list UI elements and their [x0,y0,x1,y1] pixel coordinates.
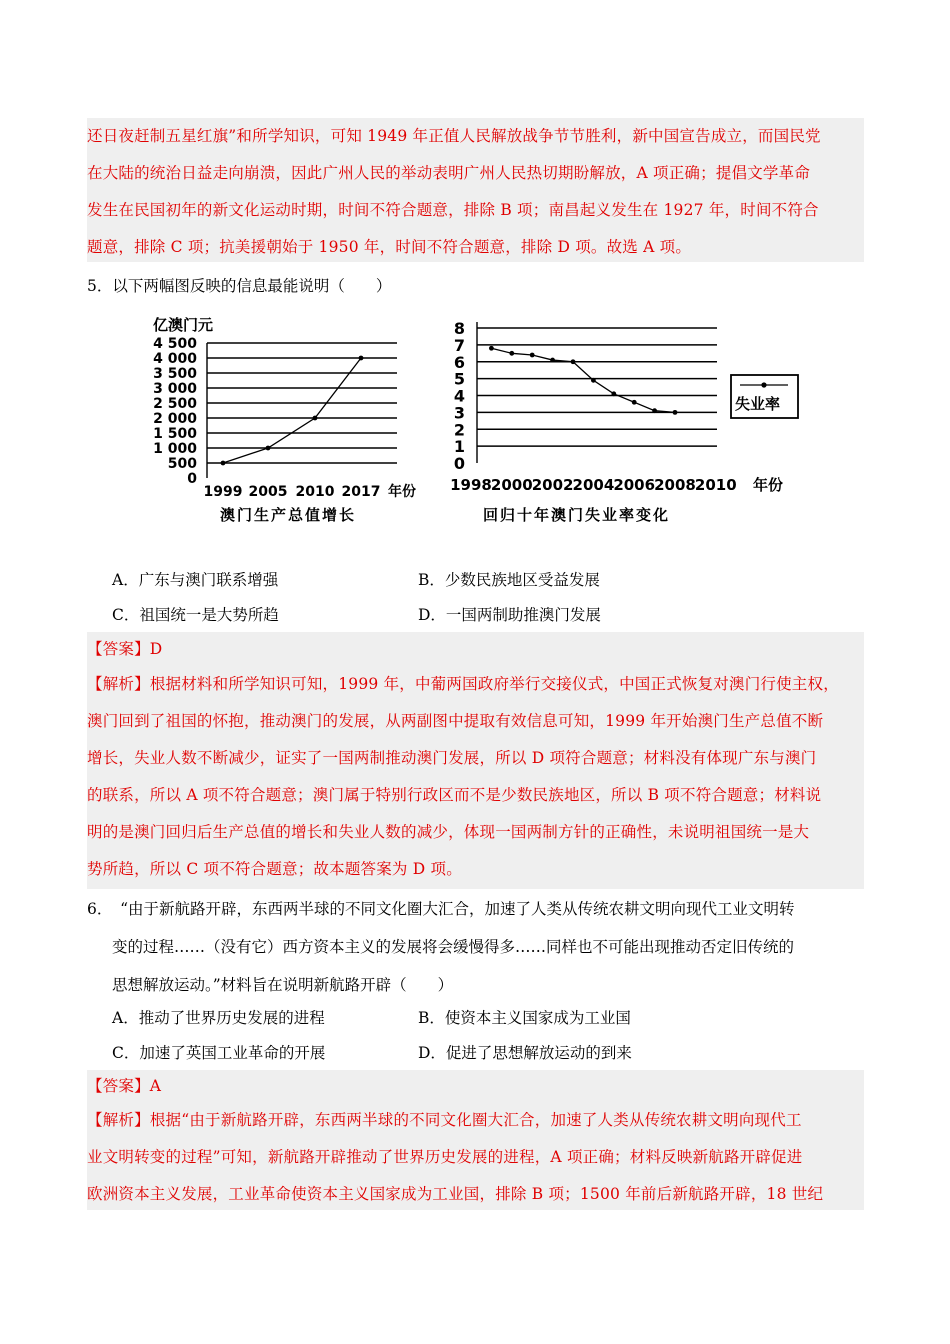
unemployment-ytick-label: 2 [453,420,465,440]
unemployment-data-point [509,351,514,356]
unemployment-ytick-label: 1 [453,437,465,457]
q5-stem: 5．以下两幅图反映的信息最能说明（ ） [87,277,392,295]
gdp-data-point [313,416,318,421]
gdp-data-point [359,356,364,361]
prev-explanation [87,118,864,262]
q5-figure [145,308,825,538]
q5-explanation-label: 【解析】 [87,675,150,693]
q5-answer-block [87,632,864,889]
q5-explanation-line: 的联系，所以 A 项不符合题意；澳门属于特别行政区而不是少数民族地区，所以 B 项不符合题意；材料说 [87,786,822,804]
unemployment-series-line [491,348,675,412]
gdp-ytick-label: 4 500 [153,336,197,352]
q6-stem-line-1: 6． “由于新航路开辟，东西两半球的不同文化圈大汇合，加速了人类从传统农耕文明向现代工业文明转 [87,900,795,918]
q5-explanation-text: 根据材料和所学知识可知，1999 年，中葡两国政府举行交接仪式，中国正式恢复对澳门行使主权， [149,675,839,693]
prev-explanation-line: 还日夜赶制五星红旗”和所学知识，可知 1949 年正值人民解放战争节节胜利，新中国宣告成立，而国民党 [87,127,821,145]
unemployment-chart-title: 回归十年澳门失业率变化 [483,506,671,524]
gdp-xtick-label: 2017 [341,484,381,500]
q5-explanation-line: 势所趋，所以 C 项不符合题意；故本题答案为 D 项。 [87,860,462,878]
q6-explanation-text: 根据“由于新航路开辟，东西两半球的不同文化圈大汇合，加速了人类从传统农耕文明向现代工 [149,1111,802,1129]
unemployment-xtick-label: 2002 [531,476,574,494]
gdp-data-point [221,461,226,466]
unemployment-ytick-label: 8 [453,319,465,338]
q6-answer: 【答案】A [87,1077,162,1095]
prev-explanation-line: 在大陆的统治日益走向崩溃，因此广州人民的举动表明广州人民热切期盼解放，A 项正确；提倡文学革命 [87,164,811,182]
unemployment-xtick-label: 2000 [490,476,533,494]
unemployment-xtick-label: 2008 [654,476,696,494]
q6-option-a: A．推动了世界历史发展的进程 [112,1009,325,1027]
unemployment-ytick-label: 6 [453,352,465,372]
prev-explanation-line: 题意，排除 C 项；抗美援朝始于 1950 年，时间不符合题意，排除 D 项。故选 A 项。 [87,238,692,256]
unemployment-chart [450,319,798,524]
legend-marker [761,382,766,387]
unemployment-data-point [571,359,576,364]
gdp-xtick-label: 2005 [248,484,288,500]
gdp-ytick-label: 4 000 [153,351,197,367]
unemployment-ytick-label: 5 [453,369,465,389]
gdp-ytick-label: 500 [167,456,197,472]
q5-explanation-line: 增长，失业人数不断减少，证实了一国两制推动澳门发展，所以 D 项符合题意；材料没有体现广东与澳门 [87,749,817,767]
q6-explanation-label: 【解析】 [87,1111,150,1129]
gdp-series-line [223,358,361,463]
q5-explanation-line: 澳门回到了祖国的怀抱，推动澳门的发展，从两副图中提取有效信息可知，1999 年开始澳门生产总值不断 [87,712,824,730]
unemployment-data-point [632,400,637,405]
gdp-ytick-label: 1 500 [153,426,197,442]
unemployment-xtick-label: 2010 [694,476,737,494]
q5-explanation-line: 明的是澳门回归后生产总值的增长和失业人数的减少，体现一国两制方针的正确性，未说明祖国统一是大 [87,823,810,841]
unemployment-xtick-label: 2004 [572,476,615,494]
gdp-ytick-label: 0 [187,471,197,487]
gdp-data-point [266,446,271,451]
gdp-xtick-label: 1999 [203,484,243,500]
unemployment-xtick-label: 1998 [450,476,492,494]
unemployment-data-point [673,410,678,415]
gdp-chart-title: 澳门生产总值增长 [220,506,357,524]
unemployment-data-point [530,353,535,358]
q6-stem-line-3: 思想解放运动。”材料旨在说明新航路开辟（ ） [112,976,454,994]
unemployment-data-point [489,346,494,351]
unemployment-ytick-label: 4 [453,386,465,406]
unemployment-ytick-label: 0 [453,454,465,473]
gdp-ytick-label: 1 000 [153,441,197,457]
unemployment-xtick-label: 2006 [613,476,656,494]
unemployment-data-point [591,378,596,383]
unemployment-ytick-label: 7 [453,335,465,355]
gdp-xaxis-unit: 年份 [388,484,416,500]
gdp-ytick-label: 2 500 [153,396,197,412]
unemployment-data-point [550,358,555,363]
q6-stem-line-2: 变的过程……（没有它）西方资本主义的发展将会缓慢得多……同样也不可能出现推动否定旧传统的 [112,938,795,956]
q6-option-c: C．加速了英国工业革命的开展 [112,1044,326,1062]
gdp-chart-ytitle: 亿澳门元 [153,316,214,334]
q5-option-c: C．祖国统一是大势所趋 [112,606,279,624]
q5-option-a: A．广东与澳门联系增强 [112,571,279,589]
q5-option-b: B．少数民族地区受益发展 [418,571,600,589]
gdp-ytick-label: 3 500 [153,366,197,382]
unemployment-data-point [611,391,616,396]
prev-explanation-line: 发生在民国初年的新文化运动时期，时间不符合题意，排除 B 项；南昌起义发生在 1927 年，时间不符合 [87,201,819,219]
q5-option-d: D．一国两制助推澳门发展 [418,606,601,624]
q6-answer-block [87,1070,864,1210]
q5-explanation-line [87,666,864,703]
q6-option-b: B．使资本主义国家成为工业国 [418,1009,631,1027]
unemployment-xaxis-unit: 年份 [753,476,784,494]
gdp-ytick-label: 3 000 [153,381,197,397]
q5-answer: 【答案】D [87,640,163,658]
gdp-chart [153,316,416,524]
gdp-ytick-label: 2 000 [153,411,197,427]
unemployment-data-point [652,408,657,413]
gdp-xtick-label: 2010 [295,484,335,500]
q6-explanation-line [87,1102,864,1139]
q6-option-d: D．促进了思想解放运动的到来 [418,1044,632,1062]
q6-explanation-line: 欧洲资本主义发展，工业革命使资本主义国家成为工业国，排除 B 项；1500 年前后新航路开辟，18 世纪 [87,1185,824,1203]
legend-label: 失业率 [735,395,781,413]
unemployment-ytick-label: 3 [453,403,465,423]
q6-explanation-line: 业文明转变的过程”可知，新航路开辟推动了世界历史发展的进程，A 项正确；材料反映新航路开辟促进 [87,1148,803,1166]
